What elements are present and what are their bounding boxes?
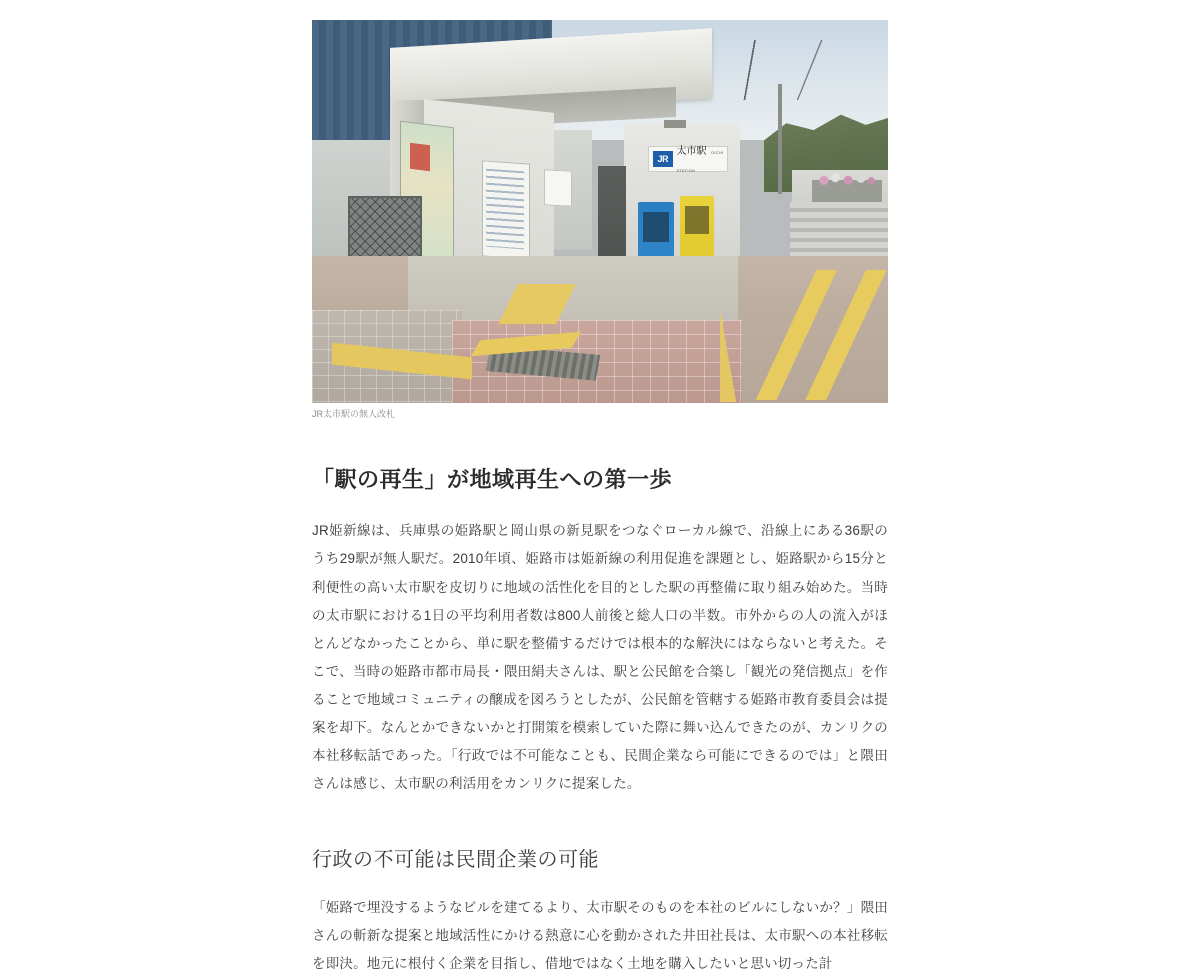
- flowers: [818, 172, 876, 186]
- ticket-machine-yellow-panel: [685, 206, 709, 234]
- section-title-1: 「駅の再生」が地域再生への第一歩: [312, 466, 673, 492]
- station-name-sign: [648, 146, 728, 172]
- station-name-text: 太市駅: [676, 146, 707, 157]
- figure-caption: JR太市駅の無人改札: [312, 409, 395, 419]
- ceiling-lamp: [664, 120, 686, 128]
- section-2-paragraph-1: 「姫路で埋没するようなビルを建てるより、太市駅そのものを本社のビルにしないか？」隈田さんの斬新な提案と地域活性にかける熱意に心を動かされた井田社長は、太市駅への本社移転を即決。地元に根付く企業を目指し、借地ではなく土地を購入したいと思い切った計: [312, 900, 888, 972]
- notice-sheet: [544, 169, 572, 206]
- section-title-2: 行政の不可能は民間企業の可能: [312, 849, 599, 872]
- ticket-machine-blue-panel: [643, 212, 669, 242]
- jr-logo-icon: JR: [653, 151, 673, 167]
- section-1-paragraph-1: JR姫新線は、兵庫県の姫路駅と岡山県の新見駅をつなぐローカル線で、沿線上にある36駅のうち29駅が無人駅だ。2010年頃、姫路市は姫新線の利用促進を課題とし、姫路駅から15分と利便性の高い太市駅を皮切りに地域の活性化を目的とした駅の再整備に取り組み始めた。当時の太市駅における1日の平均利用者数は800人前後と総人口の半数。市外からの人の流入がほとんどなかったことから、単に駅を整備するだけでは根本的な解決にはならないと考えた。そこで、当時の姫路市都市局長・隈田絹夫さんは、駅と公民館を合築し「観光の発信拠点」を作ることで地域コミュニティの醸成を図ろうとしたが、公民館を管轄する姫路市教育委員会は提案を却下。なんとかできないかと打開策を模索していた際に舞い込んできたのが、カンリクの本社移転話であった。「行政では不可能なことも、民間企業なら可能にできるのでは」と隈田さんは感じ、太市駅の利活用をカンリクに提案した。: [312, 523, 888, 792]
- stairs: [790, 202, 888, 262]
- map-red-marker: [410, 143, 430, 171]
- utility-pole: [778, 84, 782, 194]
- article-body: [312, 0, 888, 978]
- station-name-romaji: OICHI STATION: [676, 150, 724, 173]
- station-photo: [312, 20, 888, 403]
- tactile-paving-right: [742, 270, 888, 400]
- timetable-lines: [486, 169, 524, 250]
- hero-figure: [312, 20, 888, 421]
